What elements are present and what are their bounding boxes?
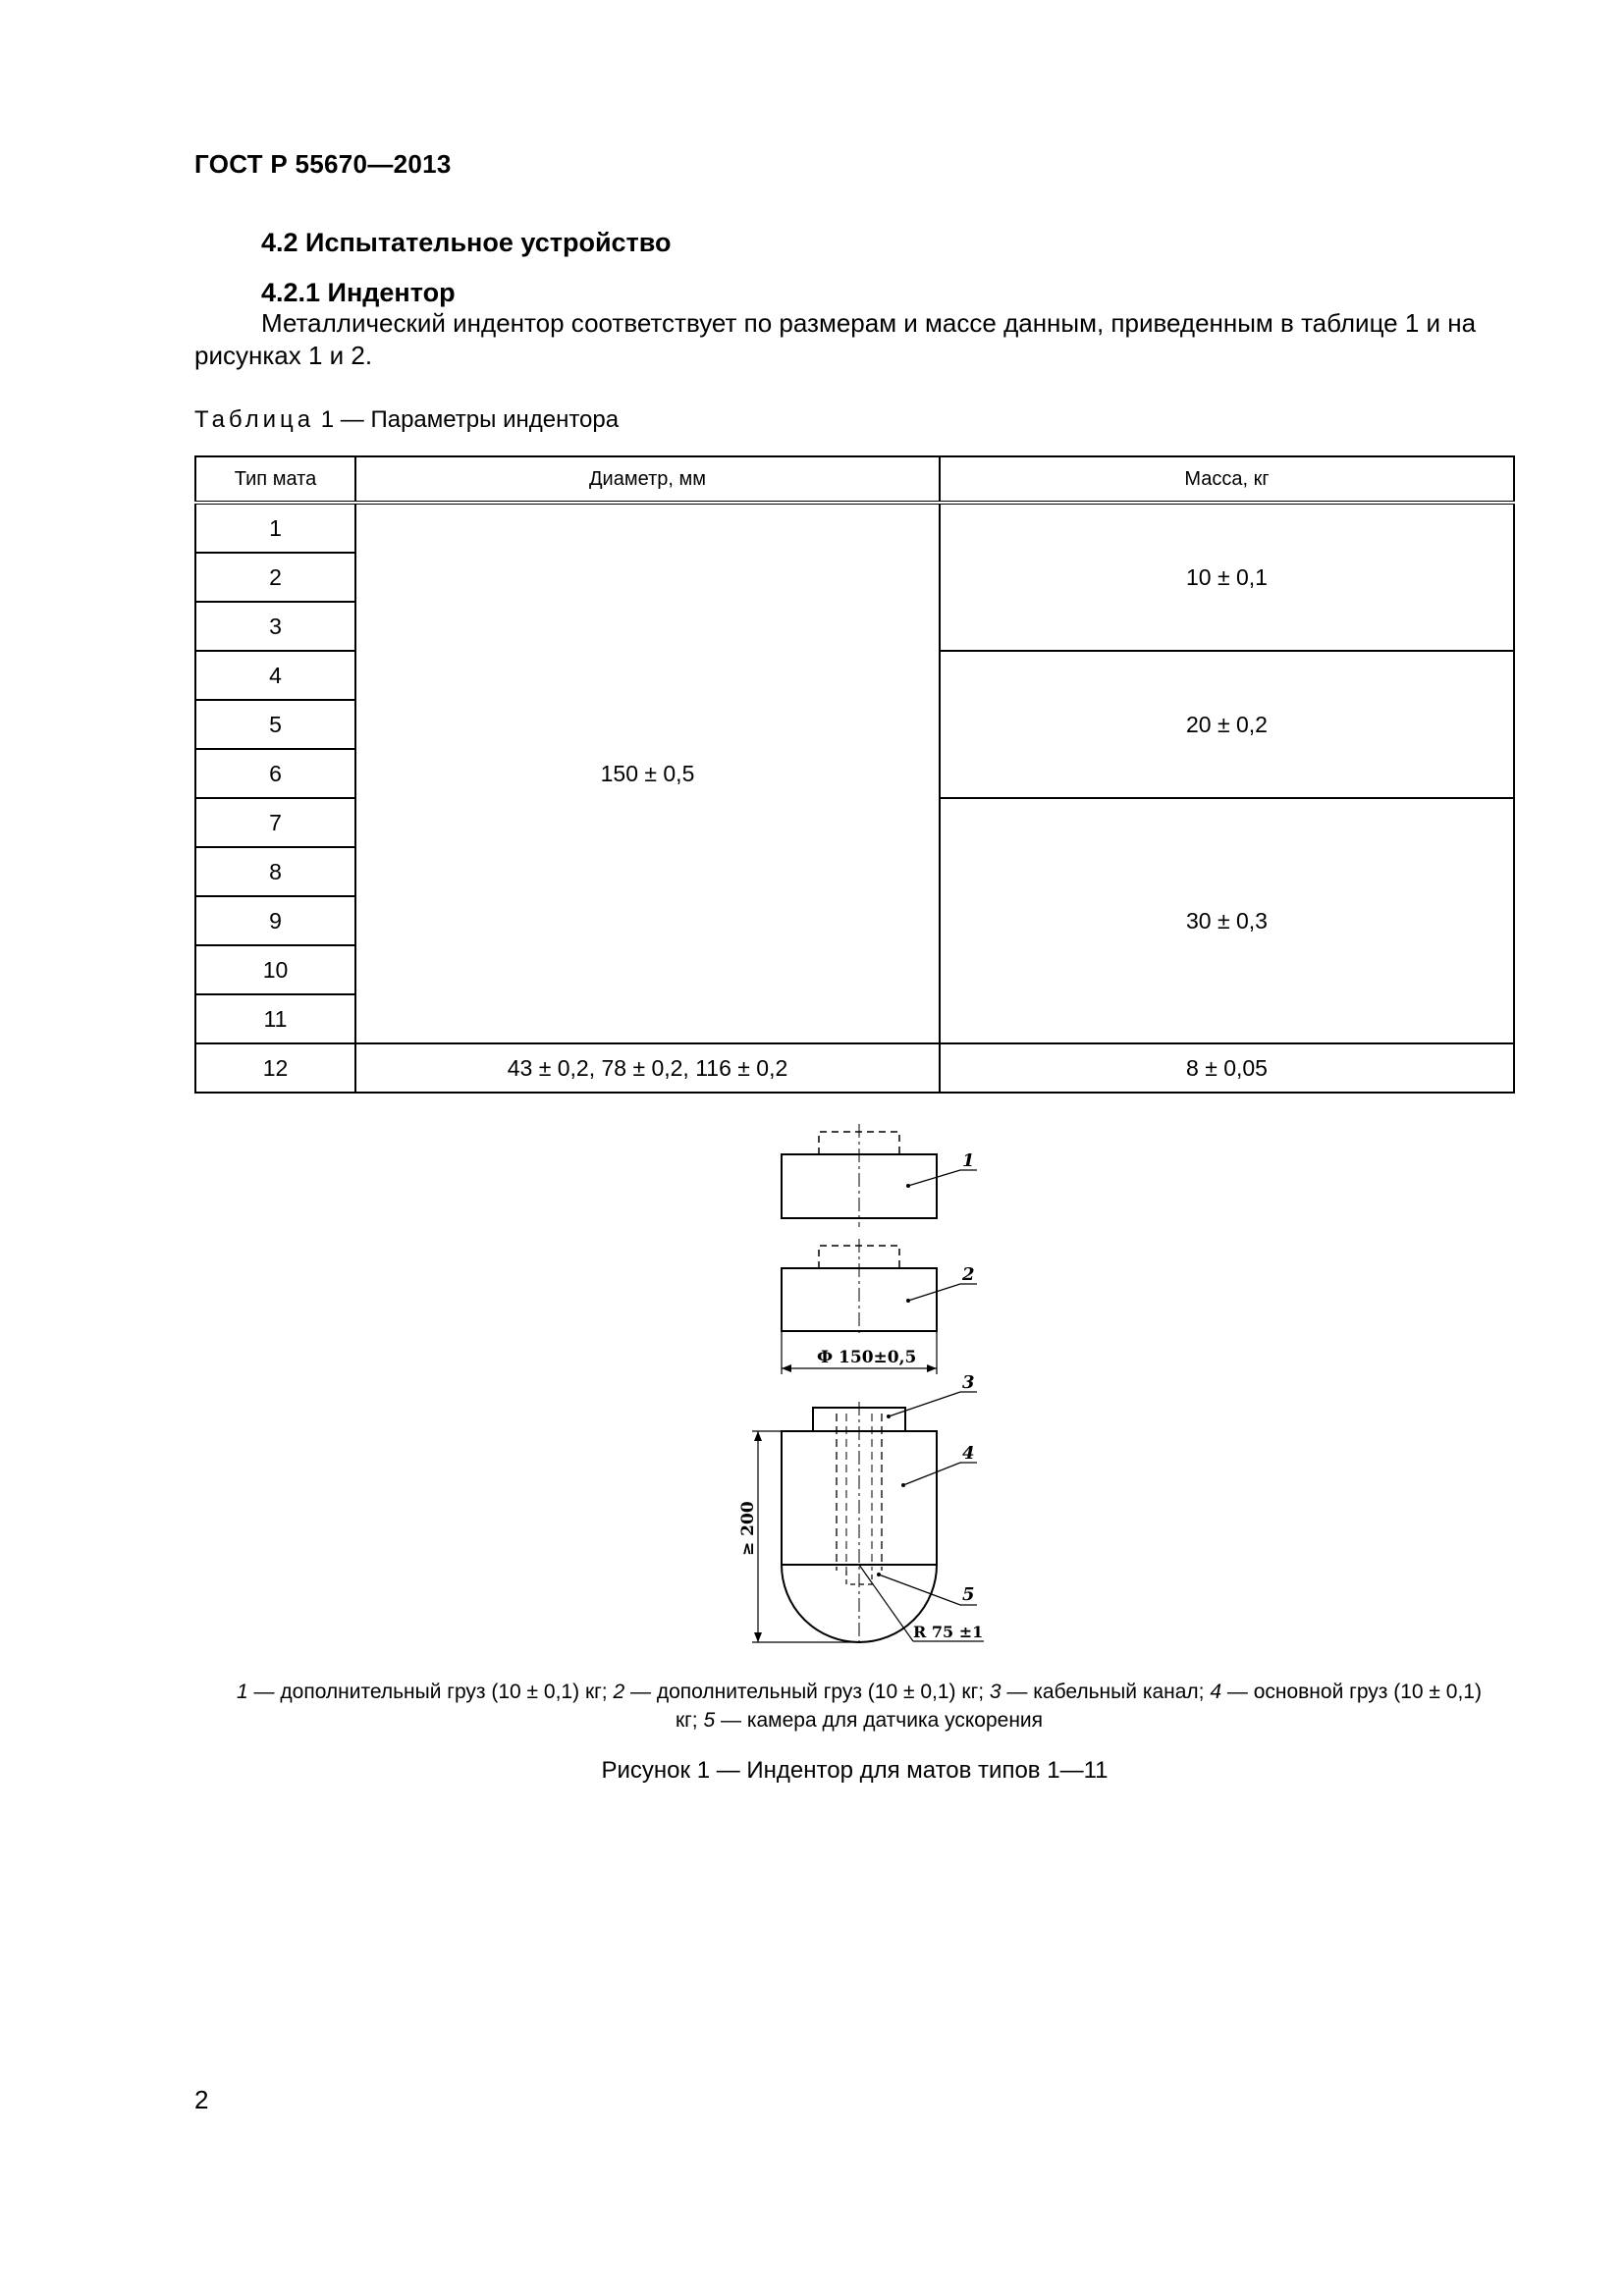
mass-cell: 20 ± 0,2 — [940, 651, 1514, 798]
mass-cell: 10 ± 0,1 — [940, 503, 1514, 651]
page-number: 2 — [194, 2085, 209, 2114]
legend-text: — дополнительный груз (10 ± 0,1) кг; — [624, 1681, 990, 1703]
mat-type-cell: 4 — [195, 651, 355, 700]
diameter-cell: 150 ± 0,5 — [355, 503, 940, 1043]
legend-num: 1 — [237, 1681, 248, 1703]
radius-dimension-text: R 75 ±1 — [913, 1623, 984, 1641]
document-header: ГОСТ Р 55670—2013 — [194, 149, 452, 179]
mat-type-cell: 11 — [195, 994, 355, 1043]
label-1: 1 — [962, 1150, 975, 1171]
table-caption-word: Таблица — [194, 406, 315, 433]
header-mass: Масса, кг — [940, 456, 1514, 503]
mat-type-cell: 3 — [195, 602, 355, 651]
legend-num: 4 — [1210, 1681, 1222, 1703]
table-row — [195, 1043, 1514, 1093]
figure-legend — [236, 1678, 1483, 1735]
leader-4 — [903, 1463, 977, 1485]
leader-2 — [908, 1284, 977, 1301]
label-3: 3 — [962, 1372, 975, 1393]
table-header-row — [195, 456, 1514, 503]
section-heading-4-2: 4.2 Испытательное устройство — [261, 228, 672, 257]
mat-type-cell: 9 — [195, 896, 355, 945]
mass-cell: 30 ± 0,3 — [940, 798, 1514, 1043]
mat-type-cell: 10 — [195, 945, 355, 994]
section-heading-4-2-1: 4.2.1 Индентор — [261, 278, 456, 307]
legend-text: — камера для датчика ускорения — [715, 1709, 1044, 1732]
indentor-parameters-table — [194, 455, 1515, 1094]
label-5: 5 — [962, 1584, 975, 1605]
indentor-drawing — [687, 1109, 1060, 1659]
mat-type-cell: 2 — [195, 553, 355, 602]
label-2: 2 — [962, 1264, 975, 1285]
figure-caption: Рисунок 1 — Индентор для матов типов 1—11 — [601, 1757, 1109, 1784]
table-caption — [194, 406, 619, 434]
legend-num: 5 — [703, 1709, 716, 1732]
table-row — [195, 503, 1514, 553]
label-4: 4 — [962, 1443, 975, 1464]
legend-text: — основной груз (10 ± 0,1) кг; — [675, 1681, 1482, 1732]
diameter-dimension-text: Ф 150±0,5 — [817, 1348, 917, 1367]
mat-type-cell: 5 — [195, 700, 355, 749]
mat-type-cell: 1 — [195, 503, 355, 553]
legend-num: 3 — [989, 1681, 1001, 1703]
leader-1 — [908, 1170, 977, 1186]
mass-cell: 8 ± 0,05 — [940, 1043, 1514, 1093]
diameter-cell: 43 ± 0,2, 78 ± 0,2, 116 ± 0,2 — [355, 1043, 940, 1093]
header-diameter: Диаметр, мм — [355, 456, 940, 503]
table-caption-rest: 1 — Параметры индентора — [320, 406, 620, 433]
mat-type-cell: 7 — [195, 798, 355, 847]
mat-type-cell: 6 — [195, 749, 355, 798]
mat-type-cell: 12 — [195, 1043, 355, 1093]
legend-text: — кабельный канал; — [1001, 1681, 1211, 1703]
header-mat-type: Тип мата — [195, 456, 355, 503]
mat-type-cell: 8 — [195, 847, 355, 896]
legend-num: 2 — [613, 1681, 625, 1703]
legend-text: — дополнительный груз (10 ± 0,1) кг; — [247, 1681, 614, 1703]
leader-3 — [889, 1392, 977, 1416]
radius-leader — [859, 1565, 913, 1641]
section-paragraph: Металлический индентор соответствует по размерам и массе данным, приведенным в таблице 1 и на рисунках 1 и 2. — [194, 308, 1477, 370]
height-dimension-text: ≥ 200 — [738, 1501, 758, 1556]
